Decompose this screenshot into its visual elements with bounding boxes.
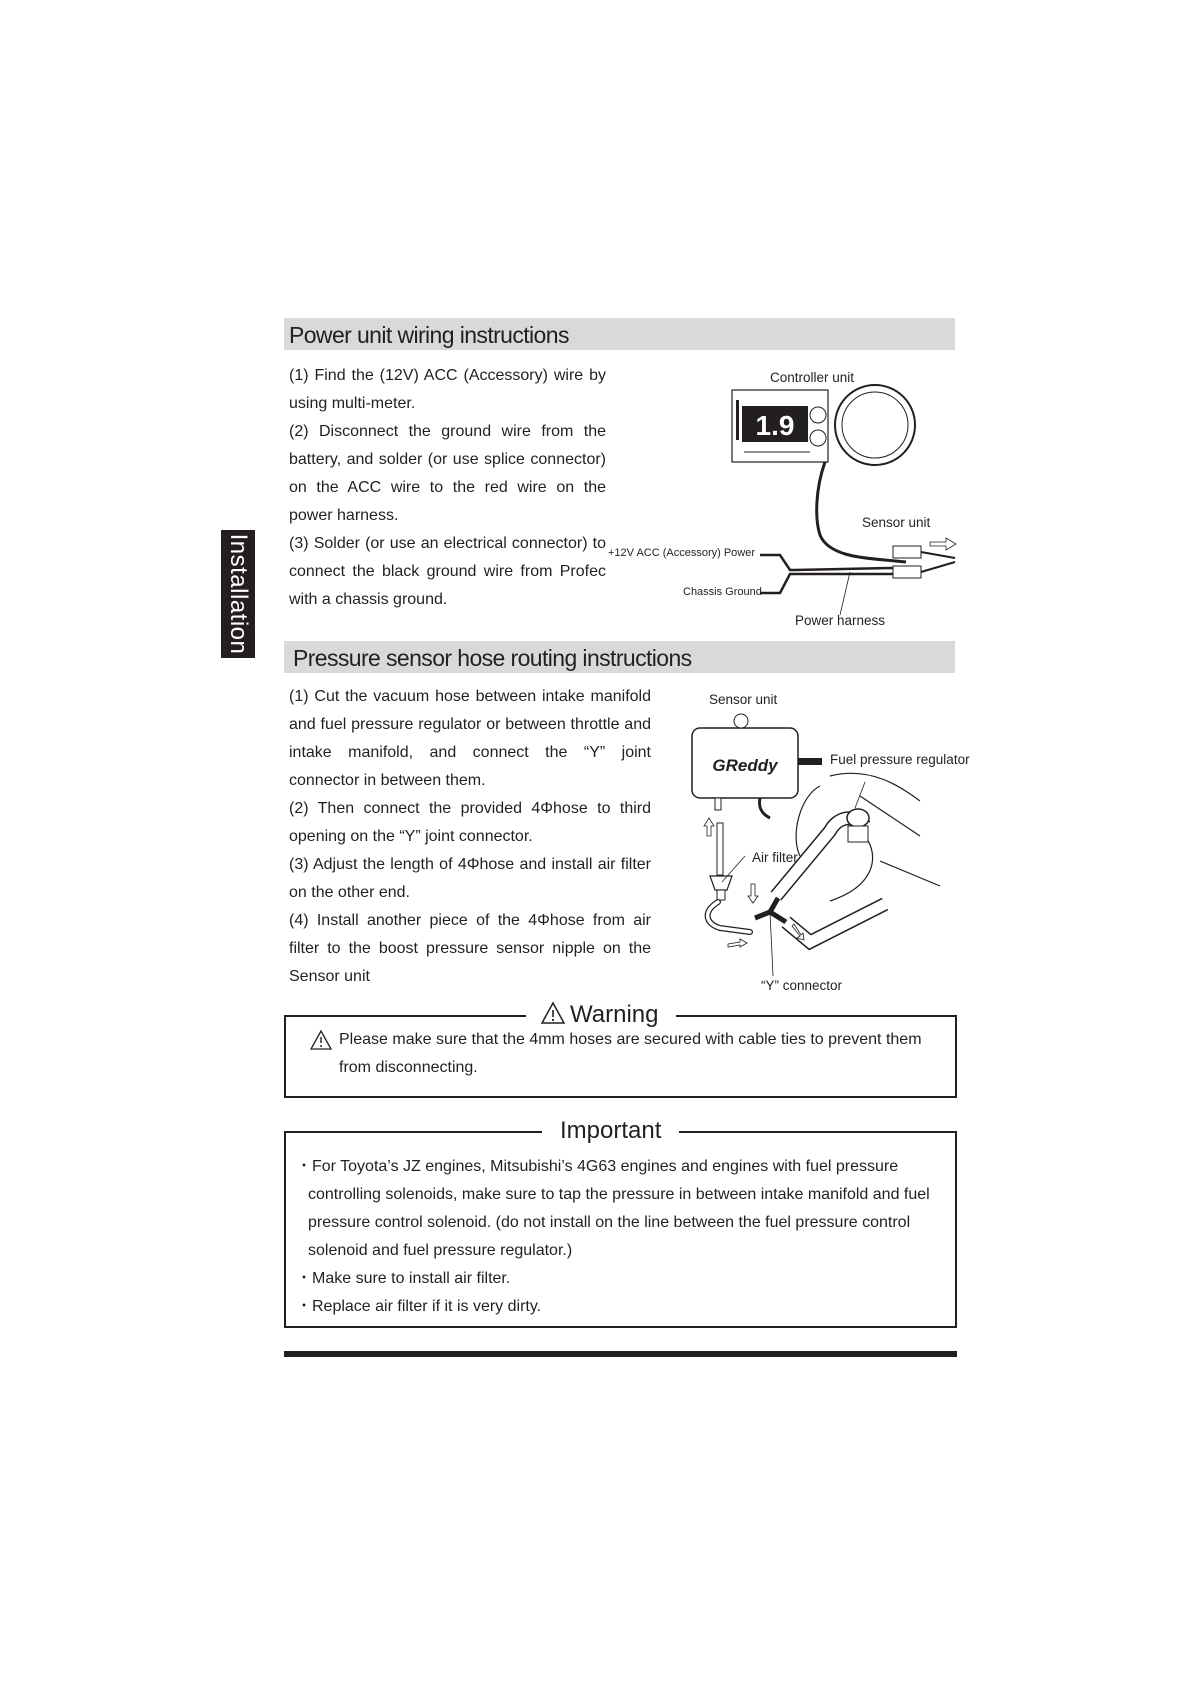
fuel-regulator-base: [848, 826, 868, 842]
acc-power-label: +12V ACC (Accessory) Power: [608, 547, 756, 559]
controller-knob-top: [810, 407, 826, 423]
sensor-mount-tab: [734, 714, 748, 728]
hose-lower-inner: [708, 902, 750, 932]
sensor-cable: [759, 798, 770, 818]
harness-ground-wire: [760, 574, 893, 593]
power-wiring-steps: [289, 362, 606, 614]
air-filter-label: Air filter: [752, 850, 798, 865]
hose-vertical: [717, 823, 723, 875]
flow-arrow-icon: [728, 939, 747, 947]
warning-box: [284, 1001, 957, 1098]
controller-logo-strip: [736, 400, 739, 440]
important-list: [296, 1153, 946, 1321]
step-1: (1) Find the (12V) ACC (Accessory) wire by using multi-meter.: [289, 367, 606, 412]
important-item: ・Replace air filter if it is very dirty.: [296, 1298, 542, 1315]
side-tab-label: Installation: [225, 533, 252, 655]
step-2: (2) Disconnect the ground wire from the battery, and solder (or use splice connector) on the ACC wire to the red wire on the power harness.: [289, 423, 606, 524]
y-connector-label: “Y” connector: [761, 978, 843, 993]
sensor-unit-label: Sensor unit: [709, 692, 778, 707]
warning-text: Please make sure that the 4mm hoses are secured with cable ties to prevent them from disconnecting.: [339, 1031, 922, 1076]
section-title: Pressure sensor hose routing instructions: [293, 645, 692, 671]
section-header-power-wiring: [284, 318, 955, 350]
warning-title: Warning: [570, 1001, 659, 1028]
gauge-face: [842, 392, 908, 458]
connector-top: [893, 546, 921, 558]
controller-knob-bottom: [810, 430, 826, 446]
bottom-rule: [284, 1351, 957, 1357]
controller-unit-label: Controller unit: [770, 370, 855, 385]
section-title: Power unit wiring instructions: [289, 322, 569, 348]
step-3: (3) Adjust the length of 4Φhose and install air filter on the other end.: [289, 856, 651, 901]
up-arrow-icon: [704, 818, 714, 836]
harness-power-wire: [760, 555, 893, 570]
wiring-diagram-svg: [610, 360, 960, 630]
warning-icon: [540, 1001, 566, 1025]
sensor-cable-2: [921, 562, 955, 572]
chassis-ground-label: Chassis Ground: [683, 586, 762, 598]
hose-diagram-svg: [680, 686, 970, 1006]
important-title: Important: [542, 1116, 679, 1146]
air-filter-outlet: [717, 890, 725, 900]
connector-bottom: [893, 566, 921, 578]
sensor-arrow-icon: [930, 538, 956, 550]
step-1: (1) Cut the vacuum hose between intake manifold and fuel pressure regulator or between throttle and intake manifold, and connect the “Y” joint connector in between them.: [289, 688, 651, 789]
important-item: ・For Toyota’s JZ engines, Mitsubishi’s 4G63 engines and engines with fuel pressure controlling solenoids, make sure to tap the pressure in between intake manifold and fuel pressure control solenoid. (do not install on the line between the fuel pressure control solenoid and fuel pressure regulator.): [296, 1158, 930, 1259]
sensor-cable: [921, 552, 955, 558]
power-harness-label: Power harness: [795, 613, 886, 628]
warning-inline-icon: [309, 1029, 333, 1051]
step-4: (4) Install another piece of the 4Φhose from air filter to the boost pressure sensor nipple on the Sensor unit: [289, 912, 651, 985]
air-filter-icon: [710, 876, 732, 890]
step-3: (3) Solder (or use an electrical connector) to connect the black ground wire from Profec with a chassis ground.: [289, 535, 606, 608]
side-tab-installation: [221, 530, 255, 658]
fuel-regulator-icon: [847, 809, 869, 827]
important-item: ・Make sure to install air filter.: [296, 1270, 511, 1287]
flow-arrow-icon: [748, 884, 758, 903]
step-2: (2) Then connect the provided 4Φhose to third opening on the “Y” joint connector.: [289, 800, 651, 845]
sensor-nipple: [715, 798, 721, 810]
filter-leader-line: [722, 856, 745, 882]
sensor-cable-stub: [798, 758, 822, 765]
hose-routing-steps: [289, 683, 651, 991]
manifold-outline: [830, 773, 940, 901]
fuel-regulator-label: Fuel pressure regulator: [830, 752, 970, 767]
wiring-diagram: [610, 360, 960, 630]
sensor-brand: GReddy: [712, 756, 778, 775]
y-leader-line: [770, 912, 773, 976]
harness-leader-line: [840, 572, 850, 615]
regulator-leader-line: [855, 782, 865, 808]
sensor-unit-label: Sensor unit: [862, 515, 931, 530]
section-header-hose-routing: [284, 641, 955, 673]
controller-display-value: 1.9: [755, 410, 795, 441]
hose-diagram: [680, 686, 980, 1006]
important-box: [284, 1117, 957, 1328]
